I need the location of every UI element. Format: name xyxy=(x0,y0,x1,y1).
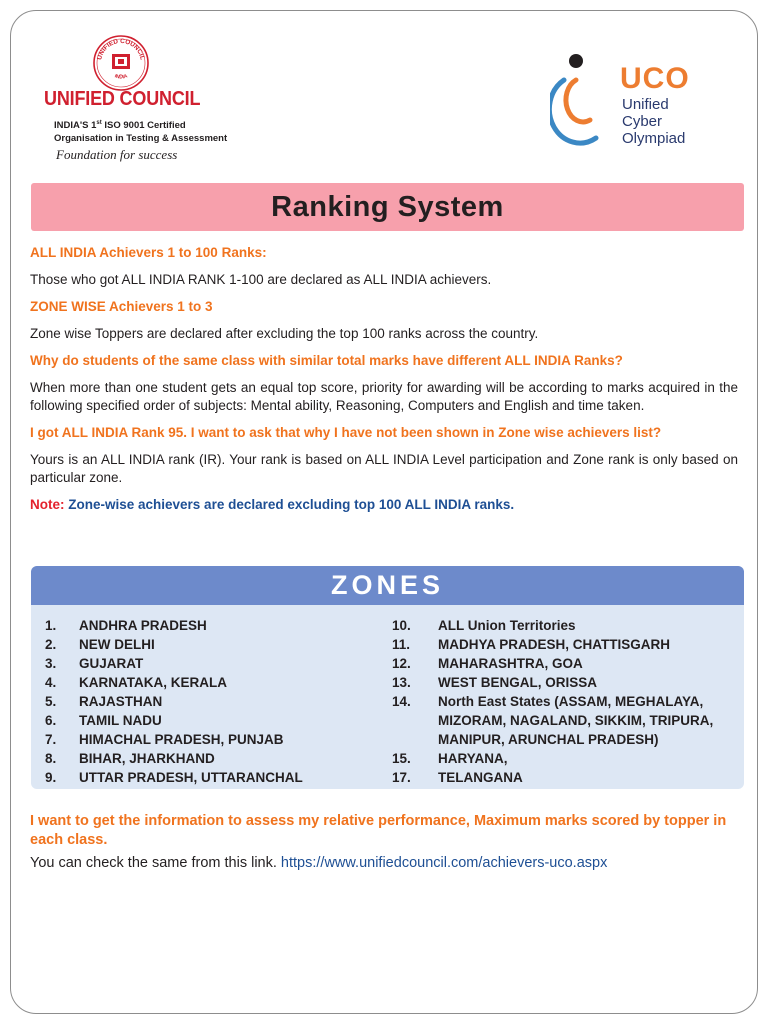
zone-item: 11. MADHYA PRADESH, CHATTISGARH xyxy=(392,637,671,652)
zone-item: 3. GUJARAT xyxy=(45,656,144,671)
page-title: Ranking System xyxy=(271,190,504,223)
unified-council-logo xyxy=(40,30,228,170)
zone-item: 2. NEW DELHI xyxy=(45,637,155,652)
ranking-content xyxy=(30,244,738,514)
note xyxy=(30,496,738,514)
uco-figure-icon xyxy=(550,50,620,150)
seal-text-top: UNIFIED COUNCIL xyxy=(96,37,146,61)
footer-text: You can check the same from this link. https://www.unifiedcouncil.com/achievers-uco.aspx xyxy=(30,855,608,871)
zone-item: 8. BIHAR, JHARKHAND xyxy=(45,751,215,766)
zone-item: 9. UTTAR PRADESH, UTTARANCHAL xyxy=(45,770,303,785)
para-rank-95: Yours is an ALL INDIA rank (IR). Your rank is based on ALL INDIA Level participation and Zone rank is only based on particular zone. xyxy=(30,452,738,485)
zone-item: 10. ALL Union Territories xyxy=(392,618,576,633)
zone-item: 4. KARNATAKA, KERALA xyxy=(45,675,227,690)
zones-right-column xyxy=(392,616,742,787)
achievers-link[interactable]: https://www.unifiedcouncil.com/achievers-uco.aspx xyxy=(280,855,608,871)
uc-tagline-1: INDIA'S 1st ISO 9001 Certified xyxy=(54,120,186,132)
unified-council-seal-icon xyxy=(92,34,150,92)
zone-item: 17. TELANGANA xyxy=(392,770,523,785)
zones-panel xyxy=(31,566,744,789)
footer xyxy=(30,812,740,873)
title-banner xyxy=(31,183,744,231)
zone-item: 12. MAHARASHTRA, GOA xyxy=(392,656,583,671)
zones-left-column xyxy=(45,616,385,787)
zone-item: 7. HIMACHAL PRADESH, PUNJAB xyxy=(45,732,284,747)
uco-title: UCO xyxy=(620,62,690,95)
uco-sub-unified: Unified xyxy=(622,96,669,113)
uc-tagline-2: Organisation in Testing & Assessment xyxy=(54,133,228,144)
note-label: Note: xyxy=(30,497,65,512)
para-zone-wise: Zone wise Toppers are declared after excluding the top 100 ranks across the country. xyxy=(30,326,539,341)
uco-sub-cyber: Cyber xyxy=(622,113,663,130)
uco-logo xyxy=(550,50,720,150)
heading-zone-wise: ZONE WISE Achievers 1 to 3 xyxy=(30,299,213,314)
zone-item: 15. HARYANA, xyxy=(392,751,508,766)
zone-item: 14. North East States (ASSAM, MEGHALAYA, MIZORAM, NAGALAND, SIKKIM, TRIPURA, MANIPUR, ARUNCHAL PRADESH) xyxy=(392,694,714,747)
zone-item: 6. TAMIL NADU xyxy=(45,713,162,728)
heading-similar-marks: Why do students of the same class with similar total marks have different ALL INDIA Ranks? xyxy=(30,353,623,368)
footer-heading: I want to get the information to assess my relative performance, Maximum marks scored by topper in each class. xyxy=(30,813,727,848)
zones-heading: ZONES xyxy=(330,570,444,600)
note-text: Zone-wise achievers are declared excluding top 100 ALL INDIA ranks. xyxy=(64,497,515,512)
zone-item: 13. WEST BENGAL, ORISSA xyxy=(392,675,598,690)
svg-text:INDIA xyxy=(114,73,129,80)
heading-all-india: ALL INDIA Achievers 1 to 100 Ranks: xyxy=(30,245,267,260)
unified-council-name: UNIFIED COUNCIL xyxy=(44,88,201,110)
para-all-india: Those who got ALL INDIA RANK 1-100 are declared as ALL INDIA achievers. xyxy=(30,272,492,287)
zone-item: 1. ANDHRA PRADESH xyxy=(45,618,207,633)
zones-header xyxy=(31,566,744,605)
zone-item: 5. RAJASTHAN xyxy=(45,694,163,709)
para-similar-marks: When more than one student gets an equal top score, priority for awarding will be according to marks acquired in the following specified order of subjects: Mental ability, Reasoning, Computers and English and time taken. xyxy=(30,380,738,413)
seal-text-bottom: INDIA xyxy=(113,73,129,81)
uco-sub-olympiad: Olympiad xyxy=(622,130,686,147)
uc-motto: Foundation for success xyxy=(56,147,178,162)
heading-rank-95: I got ALL INDIA Rank 95. I want to ask that why I have not been shown in Zone wise achievers list? xyxy=(30,425,662,440)
